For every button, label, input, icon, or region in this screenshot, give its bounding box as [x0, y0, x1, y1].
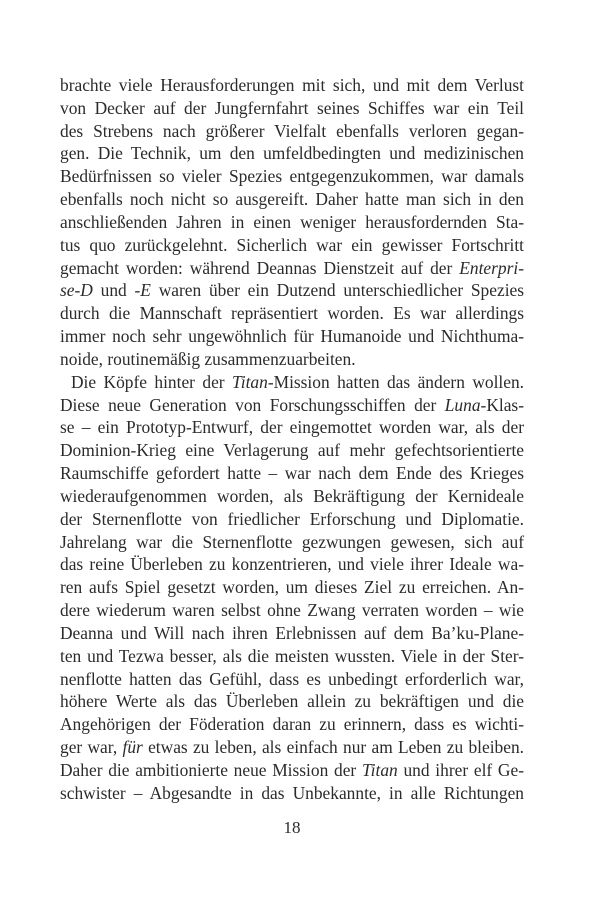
text-line — [60, 531, 524, 554]
text-segment: und ihrer elf Ge- — [397, 759, 524, 780]
text-segment: Bedürfnissen so vieler Spezies entgegenzukommen, war damals — [60, 166, 524, 187]
text-segment: und — [92, 280, 135, 301]
text-line — [60, 759, 524, 782]
text-line — [60, 142, 524, 165]
text-segment: das reine Überleben zu konzentrieren, und viele ihrer Ideale wa- — [60, 554, 524, 575]
text-segment: höhere Werte als das Überleben allein zu bekräftigen und die — [60, 691, 524, 712]
text-line — [60, 257, 524, 280]
text-line — [60, 485, 524, 508]
text-line — [60, 371, 524, 394]
text-segment: etwas zu leben, als einfach nur am Leben zu bleiben. — [142, 737, 524, 758]
text-line — [60, 622, 524, 645]
text-line — [60, 713, 524, 736]
text-segment: Deanna und Will nach ihren Erlebnissen auf dem Ba’ku-Plane- — [60, 622, 524, 643]
text-line — [60, 439, 524, 462]
text-segment: Die Köpfe hinter der — [71, 371, 233, 392]
text-line — [60, 211, 524, 234]
text-segment: schwister – Abgesandte in das Unbekannte, in alle Richtungen — [60, 782, 524, 803]
italic-text: für — [122, 737, 143, 758]
text-line — [60, 348, 524, 371]
italic-text: -E — [134, 280, 151, 301]
text-segment: se – ein Prototyp-Entwurf, der eingemottet worden war, als der — [60, 417, 524, 438]
text-line — [60, 188, 524, 211]
text-line — [60, 668, 524, 691]
text-segment: -Mission hatten das ändern wollen. — [267, 371, 525, 392]
text-segment: brachte viele Herausforderungen mit sich, und mit dem Verlust — [60, 75, 524, 95]
text-line — [60, 462, 524, 485]
text-segment: ebenfalls noch nicht so ausgereift. Daher hatte man sich in den — [60, 189, 524, 210]
text-segment: der Sternenflotte von friedlicher Erforschung und Diplomatie. — [60, 508, 524, 529]
text-segment: wiederaufgenommen worden, als Bekräftigung der Kernideale — [60, 485, 524, 506]
italic-text: Luna — [444, 394, 481, 415]
body-text — [60, 74, 524, 805]
text-line — [60, 599, 524, 622]
text-line — [60, 576, 524, 599]
text-line — [60, 690, 524, 713]
text-segment: Raumschiffe gefordert hatte – war nach dem Ende des Krieges — [60, 463, 524, 484]
text-segment: durch die Mannschaft repräsentiert worden. Es war allerdings — [60, 303, 524, 324]
text-line — [60, 645, 524, 668]
text-segment: ten und Tezwa besser, als die meisten wussten. Viele in der Ster- — [60, 645, 524, 666]
text-line — [60, 416, 524, 439]
italic-text: Titan — [232, 371, 268, 392]
text-segment: immer noch sehr ungewöhnlich für Humanoide und Nichthuma- — [60, 326, 524, 347]
text-line — [60, 234, 524, 257]
text-line — [60, 325, 524, 348]
text-segment: ren aufs Spiel gesetzt worden, um dieses Ziel zu erreichen. An- — [60, 577, 524, 598]
text-segment: nenflotte hatten das Gefühl, dass es unbedingt erforderlich war, — [60, 668, 524, 689]
text-segment: Diese neue Generation von Forschungsschiffen der — [60, 394, 445, 415]
text-segment: dere wiederum waren selbst ohne Zwang verraten worden – wie — [60, 600, 524, 621]
text-line — [60, 736, 524, 759]
text-segment: Jahrelang war die Sternenflotte gezwungen gewesen, sich auf — [60, 531, 524, 552]
text-segment: anschließenden Jahren in einen weniger herausfordernden Sta- — [60, 211, 524, 232]
text-line — [60, 394, 524, 417]
text-segment: Dominion-Krieg eine Verlagerung auf mehr gefechtsorientierte — [60, 440, 524, 461]
text-segment: gemacht worden: während Deannas Dienstzeit auf der — [60, 257, 460, 278]
text-segment: tus quo zurückgelehnt. Sicherlich war ein gewisser Fortschritt — [60, 234, 524, 255]
text-line — [60, 279, 524, 302]
text-segment: gen. Die Technik, um den umfeldbedingten und medizinischen — [60, 143, 524, 164]
text-line — [60, 508, 524, 531]
italic-text: Titan — [361, 759, 398, 780]
text-line — [60, 74, 524, 97]
italic-text: se-D — [60, 280, 93, 301]
italic-text: Enterpri- — [459, 257, 524, 278]
text-segment: von Decker auf der Jungfernfahrt seines Schiffes war ein Teil — [60, 97, 524, 118]
text-line — [60, 782, 524, 805]
text-segment: waren über ein Dutzend unterschiedlicher Spezies — [150, 280, 525, 301]
text-line — [60, 302, 524, 325]
text-segment: des Strebens nach größerer Vielfalt ebenfalls verloren gegan- — [60, 120, 524, 141]
text-segment: ger war, — [60, 737, 123, 758]
text-line — [60, 97, 524, 120]
text-line — [60, 165, 524, 188]
text-segment: -Klas- — [480, 394, 524, 415]
page-number: 18 — [283, 818, 301, 837]
text-line — [60, 553, 524, 576]
text-line — [60, 120, 524, 143]
text-segment: noide, routinemäßig zusammenzuarbeiten. — [60, 348, 356, 369]
text-segment: Angehörigen der Föderation daran zu erinnern, dass es wichti- — [60, 714, 524, 735]
text-segment: Daher die ambitionierte neue Mission der — [60, 759, 362, 780]
